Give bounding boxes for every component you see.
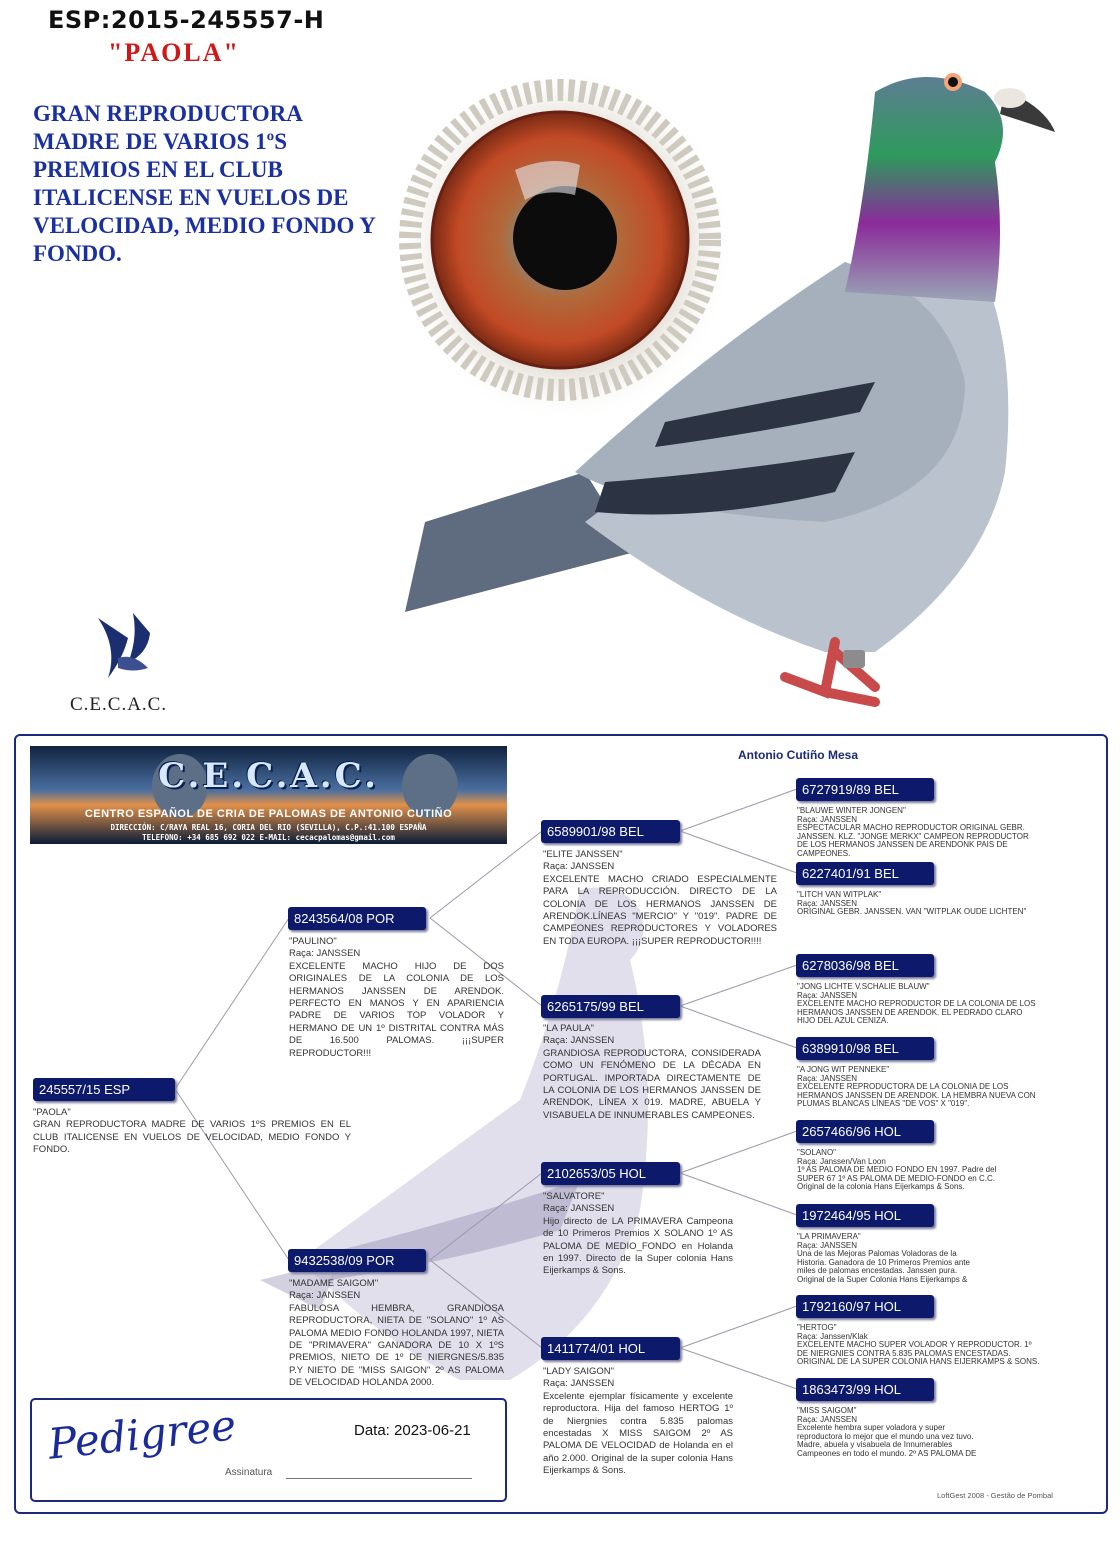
sire-sire-text: EXCELENTE MACHO CRIADO ESPECIALMENTE PARA LA REPRODUCCIÓN. DIRECTO DE LA COLONIA DE LOS HERMANOS JANSSEN DE ARENDOK.LÍNEAS "MERCIO" Y "019". PADRE DE CAMPEONES REPRODUCTORES Y VOLADORES EN TODA EUROPA. ¡¡¡SUPER REPRODUCTOR!!!! xyxy=(543,873,777,947)
date-label: Data: 2023-06-21 xyxy=(354,1422,471,1439)
dam-sire-text: Hijo directo de LA PRIMAVERA Campeona de 10 Primeros Premios X SOLANO 1º AS PALOMA DE MEDIO_FONDO en Holanda en 1997. Directo de la Super colonia Hans Eijerkamps & Sons. xyxy=(543,1215,733,1277)
sire-sire-info xyxy=(543,849,777,948)
sdd-info xyxy=(797,1066,1042,1109)
banner-contact-line: TELEFONO: +34 685 692 022 E-MAIL: cecacpalomas@gmail.com xyxy=(142,833,395,842)
sds-name: "JONG LICHTE V.SCHALIE BLAUW" xyxy=(797,982,930,991)
ssd-info xyxy=(797,891,1037,917)
sdd-breed: Raça: JANSSEN xyxy=(797,1073,858,1083)
headline: GRAN REPRODUCTORA MADRE DE VARIOS 1ºS PREMIOS EN EL CLUB ITALICENSE EN VUELOS DE VELOCIDAD, MEDIO FONDO Y FONDO. xyxy=(33,101,376,266)
sire-breed: Raça: JANSSEN xyxy=(289,948,361,960)
ddd-breed: Raça: JANSSEN xyxy=(797,1414,858,1424)
sds-info xyxy=(797,983,1042,1026)
sds-text: EXCELENTE MACHO REPRODUCTOR DE LA COLONIA DE LOS HERMANOS JANSSEN DE ARENDOK. EL PEDRADO CLARO HIJO DEL AZUL CENIZA. xyxy=(797,999,1036,1026)
pigeon-name: "PAOLA" xyxy=(108,38,240,67)
subject-name: "PAOLA" xyxy=(33,1107,71,1118)
dsd-text: Una de las Mejoras Palomas Voladoras de la Historia. Ganadora de 10 Primeros Premios ante miles de palomas encestadas. Janssen pura. Original de la Super Colonia Hans Eijerkamps & xyxy=(797,1249,970,1284)
dds-text: EXCELENTE MACHO SUPER VOLADOR Y REPRODUCTOR. 1º DE NIERGNIES CONTRA 5.835 PALOMAS ENCESTADAS. ORIGINAL DE LA SUPER COLONIA HANS EIJERKAMPS & SONS. xyxy=(797,1340,1040,1367)
sire-sire-breed: Raça: JANSSEN xyxy=(543,861,615,873)
signature-label: Assinatura xyxy=(225,1467,273,1478)
dam-info xyxy=(289,1278,504,1390)
dsd-name: "LA PRIMAVERA" xyxy=(797,1232,861,1241)
ring-sdd: 6389910/98 BEL xyxy=(796,1037,934,1060)
dss-info xyxy=(797,1149,1002,1192)
ssd-text: ORIGINAL GEBR. JANSSEN. VAN "WITPLAK OUDE LICHTEN" xyxy=(797,907,1027,917)
sire-dam-text: GRANDIOSA REPRODUCTORA, CONSIDERADA COMO UN FENÓMENO DE LA DÉCADA EN PORTUGAL. IMPORTADA DIRECTAMENTE DE LA COLONIA DE LOS HERMANOS JANSSEN DE ARENDOK, LÍNEA X 019. MADRE, ABUELA Y VISABUELA DE INNUMERABLES CAMPEONES. xyxy=(543,1047,761,1121)
dss-name: "SOLANO" xyxy=(797,1148,837,1157)
dam-sire-breed: Raça: JANSSEN xyxy=(543,1203,615,1215)
banner-subtitle: CENTRO ESPAÑOL DE CRIA DE PALOMAS DE ANTONIO CUTIÑO xyxy=(84,808,453,820)
ddd-text: Excelente hembra super voladora y super reproductora lo mejor que el mundo una vez tuvo. Madre, abuela y visabuela de Innumerables Campeones en todo el mundo. 2º AS PALOMA DE xyxy=(797,1423,977,1458)
sire-text: EXCELENTE MACHO HIJO DE DOS ORIGINALES DE LA COLONIA DE LOS HERMANOS JANSSEN DE ARENDOK. PERFECTO EN MANOS Y EN APARIENCIA PADRE DE VARIOS TOP VOLADOR Y HERMANO DE UN 1º DISTRITAL CONTRA MÁS DE 16.500 PALOMAS. ¡¡¡SUPER REPRODUCTOR!!! xyxy=(289,960,504,1059)
ddd-name: "MISS SAIGOM" xyxy=(797,1406,857,1415)
ring-sss: 6727919/89 BEL xyxy=(796,778,934,801)
ring-dam: 9432538/09 POR xyxy=(288,1249,426,1272)
sire-dam-name: "LA PAULA" xyxy=(543,1023,594,1034)
sds-breed: Raça: JANSSEN xyxy=(797,990,858,1000)
pedigree-logo: Pedigree xyxy=(45,1400,239,1469)
ring-sire-dam: 6265175/99 BEL xyxy=(541,995,680,1018)
sss-info xyxy=(797,807,1037,859)
dds-name: "HERTOG" xyxy=(797,1323,837,1332)
ring-sire-sire: 6589901/98 BEL xyxy=(541,820,680,843)
dam-dam-breed: Raça: JANSSEN xyxy=(543,1378,615,1390)
ring-dsd: 1972464/95 HOL xyxy=(796,1204,934,1227)
ring-dam-dam: 1411774/01 HOL xyxy=(541,1337,680,1360)
dam-dam-name: "LADY SAIGON" xyxy=(543,1366,614,1377)
dds-breed: Raça: Janssen/Klak xyxy=(797,1331,868,1341)
dss-breed: Raça: Janssen/Van Loon xyxy=(797,1156,886,1166)
ring-dds: 1792160/97 HOL xyxy=(796,1295,934,1318)
sdd-name: "A JONG WIT PENNEKE" xyxy=(797,1065,890,1074)
subject-info xyxy=(33,1107,351,1157)
dam-sire-name: "SALVATORE" xyxy=(543,1191,605,1202)
ring-dss: 2657466/96 HOL xyxy=(796,1120,934,1143)
dam-breed: Raça: JANSSEN xyxy=(289,1290,361,1302)
footer-credit: LoftGest 2008 - Gestão de Pombal xyxy=(937,1491,1053,1500)
sire-sire-name: "ELITE JANSSEN" xyxy=(543,849,623,860)
sss-text: ESPECTACULAR MACHO REPRODUCTOR ORIGINAL GEBR. JANSSEN. KLZ. "JONGE MERKX" CAMPEON REPRODUCTOR DE LOS HERMANOS JANSSEN DE ARENDONK PAIS DE CAMPEONES. xyxy=(797,823,1029,858)
sire-info xyxy=(289,936,504,1060)
subject-text: GRAN REPRODUCTORA MADRE DE VARIOS 1ºS PREMIOS EN EL CLUB ITALICENSE EN VUELOS DE VELOCIDAD, MEDIO FONDO Y FONDO. xyxy=(33,1119,351,1156)
owner-name: Antonio Cutiño Mesa xyxy=(738,748,858,762)
dam-dam-info xyxy=(543,1366,733,1478)
dsd-info xyxy=(797,1233,977,1285)
dam-text: FABULOSA HEMBRA, GRANDIOSA REPRODUCTORA, NIETA DE "SOLANO" 1º AS PALOMA MEDIO FONDO HOLANDA 1997, NIETA DE "PRIMAVERA" GANADORA DE 10 X 1ºS PREMIOS, NIETO DE 1º DE NIERGNES/5.835 P.Y NIETO DE "MISS SAIGON" 2º AS PALOMA DE VELOCIDAD HOLANDA 2000. xyxy=(289,1302,504,1389)
sire-name: "PAULINO" xyxy=(289,936,337,947)
ring-ssd: 6227401/91 BEL xyxy=(796,862,934,885)
sss-name: "BLAUWE WINTER JONGEN" xyxy=(797,806,906,815)
ssd-breed: Raça: JANSSEN xyxy=(797,898,858,908)
ddd-info xyxy=(797,1407,982,1459)
dsd-breed: Raça: JANSSEN xyxy=(797,1240,858,1250)
sss-breed: Raça: JANSSEN xyxy=(797,814,858,824)
dss-text: 1º AS PALOMA DE MEDIO FONDO EN 1997. Padre del SUPER 67 1º AS PALOMA DE MEDIO-FONDO en C.C. Original de la colonia Hans Eijerkamps & Sons. xyxy=(797,1165,997,1192)
dam-sire-info xyxy=(543,1191,733,1278)
ring-subject: 245557/15 ESP xyxy=(33,1078,175,1101)
cecac-logo-text: C.E.C.A.C. xyxy=(70,694,168,715)
sdd-text: EXCELENTE REPRODUCTORA DE LA COLONIA DE LOS HERMANOS JANSSEN DE ARENDOK. LA HEMBRA NUEVA CON PLUMAS BLANCAS LÍNEAS "DE VOS" X "019". xyxy=(797,1082,1036,1109)
banner-address-line: DIRECCIÓN: C/RAYA REAL 16, CORIA DEL RIO (SEVILLA), C.P.:41.100 ESPAÑA xyxy=(110,823,427,832)
sire-dam-breed: Raça: JANSSEN xyxy=(543,1035,615,1047)
signature-line xyxy=(286,1478,472,1479)
sire-dam-info xyxy=(543,1023,761,1122)
ring-ddd: 1863473/99 HOL xyxy=(796,1378,934,1401)
banner-title: C.E.C.A.C. xyxy=(158,756,379,796)
dam-name: "MADAME SAIGOM" xyxy=(289,1278,379,1289)
ring-dam-sire: 2102653/05 HOL xyxy=(541,1162,680,1185)
ring-sire: 8243564/08 POR xyxy=(288,907,426,930)
dds-info xyxy=(797,1324,1042,1367)
ring-number: ESP:2015-245557-H xyxy=(48,6,325,34)
dam-dam-text: Excelente ejemplar físicamente y excelente reproductora. Hija del famoso HERTOG 1º de Niergnies contra 5.835 palomas encestadas X MISS SAIGOM 2º AS PALOMA DE VELOCIDAD de Holanda en el año 2.000. Original de la super colonia Hans Eijerkamps & Sons. xyxy=(543,1390,733,1477)
ssd-name: "LITCH VAN WITPLAK" xyxy=(797,890,882,899)
ring-sds: 6278036/98 BEL xyxy=(796,954,934,977)
